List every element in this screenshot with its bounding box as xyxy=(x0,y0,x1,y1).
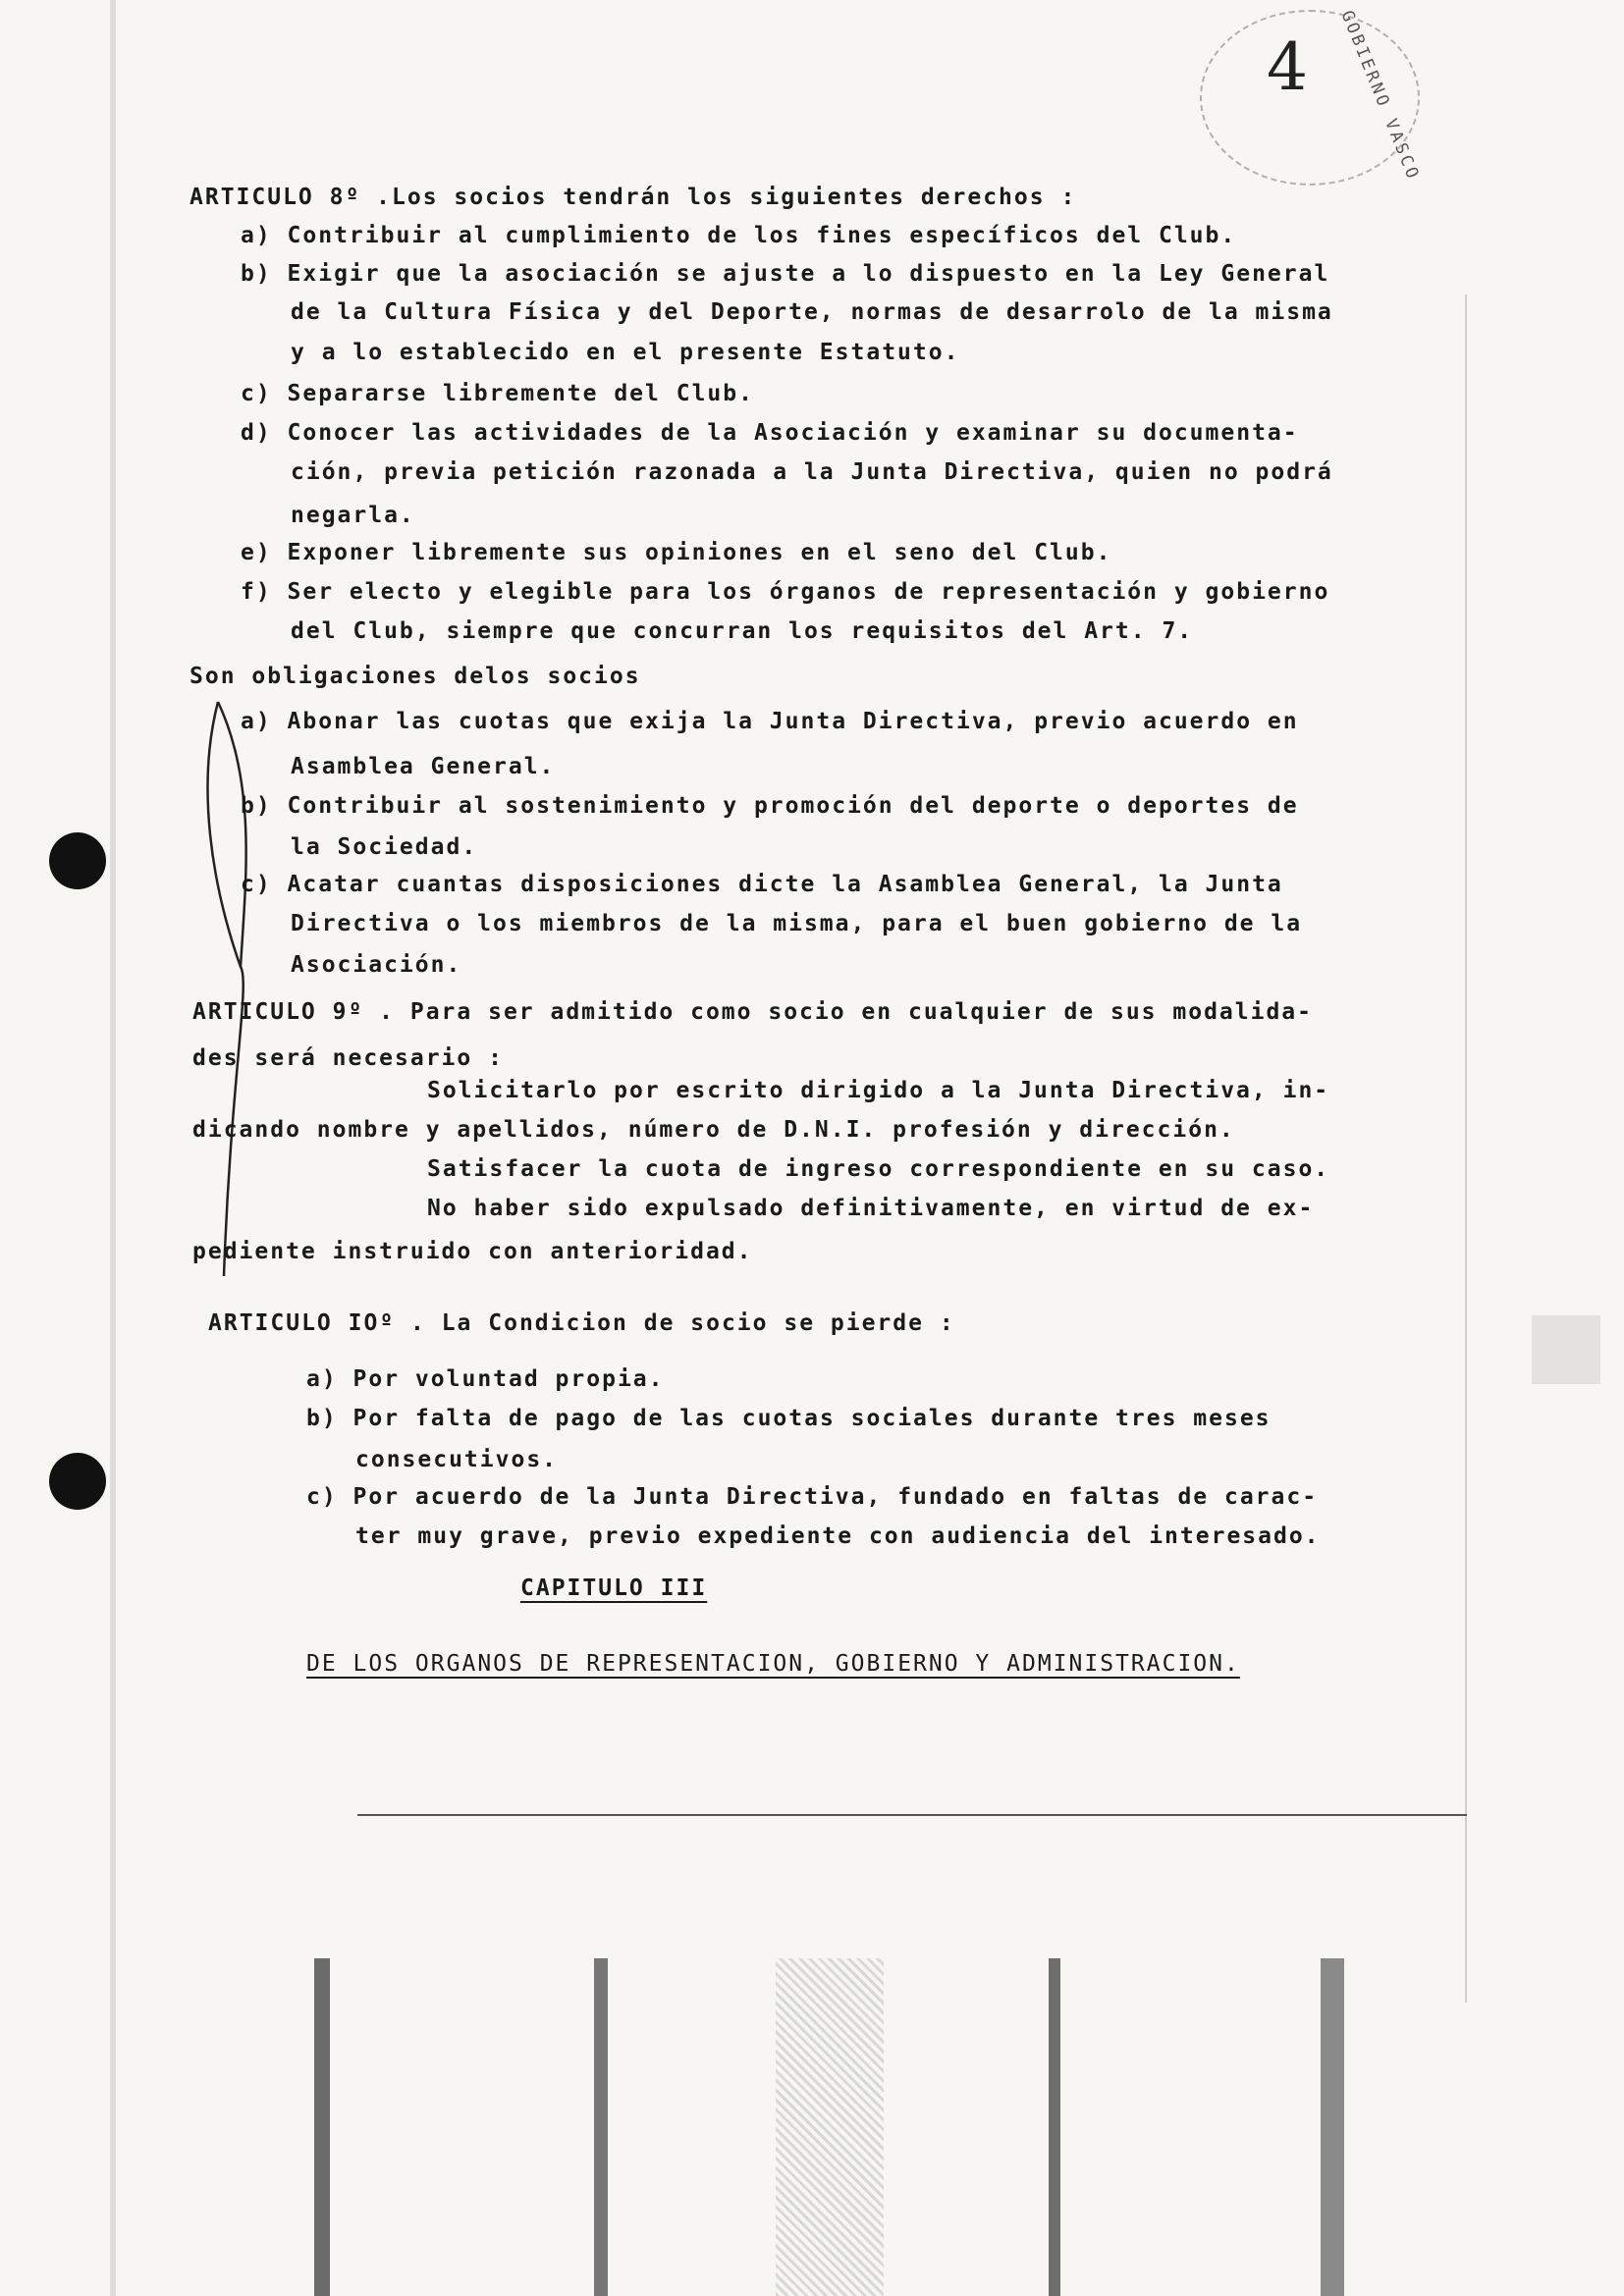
right-b-1: b) Exigir que la asociación se ajuste a lo dispuesto en la Ley General xyxy=(241,261,1330,287)
right-d-3: negarla. xyxy=(291,503,415,528)
right-b-3: y a lo establecido en el presente Estatuto. xyxy=(291,340,960,365)
loss-c-1: c) Por acuerdo de la Junta Directiva, fundado en faltas de carac- xyxy=(306,1484,1319,1510)
article-9-req-1b: dicando nombre y apellidos, número de D.N.I. profesión y dirección. xyxy=(192,1117,1235,1143)
scan-bar-3 xyxy=(776,1958,884,2296)
obligation-c-1: c) Acatar cuantas disposiciones dicte la Asamblea General, la Junta xyxy=(241,872,1283,897)
article-9-heading: ARTICULO 9º . Para ser admitido como socio en cualquier de sus modalida- xyxy=(192,999,1313,1025)
obligation-c-2: Directiva o los miembros de la misma, para el buen gobierno de la xyxy=(291,911,1303,936)
right-d-1: d) Conocer las actividades de la Asociación y examinar su documenta- xyxy=(241,420,1299,446)
article-9-req-2: Satisfacer la cuota de ingreso correspondiente en su caso. xyxy=(427,1156,1330,1182)
obligations-heading: Son obligaciones delos socios xyxy=(189,664,641,689)
scan-bar-1 xyxy=(314,1958,330,2296)
right-f-2: del Club, siempre que concurran los requisitos del Art. 7. xyxy=(291,618,1194,644)
article-9-req-3a: No haber sido expulsado definitivamente, en virtud de ex- xyxy=(427,1196,1315,1221)
scan-bar-4 xyxy=(1049,1958,1060,2296)
chapter-subtitle: DE LOS ORGANOS DE REPRESENTACION, GOBIERNO Y ADMINISTRACION. xyxy=(306,1651,1240,1677)
article-9-line-2: des será necesario : xyxy=(192,1045,504,1071)
obligation-a-1: a) Abonar las cuotas que exija la Junta Directiva, previo acuerdo en xyxy=(241,709,1299,734)
scan-bar-2 xyxy=(594,1958,608,2296)
separator-rule xyxy=(357,1814,1467,1816)
right-d-2: ción, previa petición razonada a la Junta Directiva, quien no podrá xyxy=(291,459,1333,485)
stamp-text: GOBIERNO VASCO xyxy=(1336,8,1424,185)
obligation-a-2: Asamblea General. xyxy=(291,754,556,779)
right-b-2: de la Cultura Física y del Deporte, normas de desarrolo de la misma xyxy=(291,299,1333,325)
loss-c-2: ter muy grave, previo expediente con audiencia del interesado. xyxy=(355,1523,1321,1549)
obligation-c-3: Asociación. xyxy=(291,952,462,978)
loss-a: a) Por voluntad propia. xyxy=(306,1366,665,1392)
obligation-b-2: la Sociedad. xyxy=(291,834,478,860)
obligation-b-1: b) Contribuir al sostenimiento y promoción del deporte o deportes de xyxy=(241,793,1299,819)
right-c: c) Separarse libremente del Club. xyxy=(241,381,754,406)
right-f-1: f) Ser electo y elegible para los órganos de representación y gobierno xyxy=(241,579,1330,605)
page-number: 4 xyxy=(1267,29,1308,105)
article-9-req-1a: Solicitarlo por escrito dirigido a la Junta Directiva, in- xyxy=(427,1078,1330,1103)
right-e: e) Exponer libremente sus opiniones en el seno del Club. xyxy=(241,540,1112,565)
chapter-title: CAPITULO III xyxy=(520,1575,708,1601)
article-8-heading: ARTICULO 8º .Los socios tendrán los siguientes derechos : xyxy=(189,185,1077,210)
article-10-heading: ARTICULO IOº . La Condicion de socio se pierde : xyxy=(208,1310,955,1336)
article-9-req-3b: pediente instruido con anterioridad. xyxy=(192,1239,753,1264)
loss-b-1: b) Por falta de pago de las cuotas sociales durante tres meses xyxy=(306,1406,1272,1431)
scan-bar-5 xyxy=(1321,1958,1344,2296)
loss-b-2: consecutivos. xyxy=(355,1447,559,1472)
right-a: a) Contribuir al cumplimiento de los fines específicos del Club. xyxy=(241,223,1237,248)
